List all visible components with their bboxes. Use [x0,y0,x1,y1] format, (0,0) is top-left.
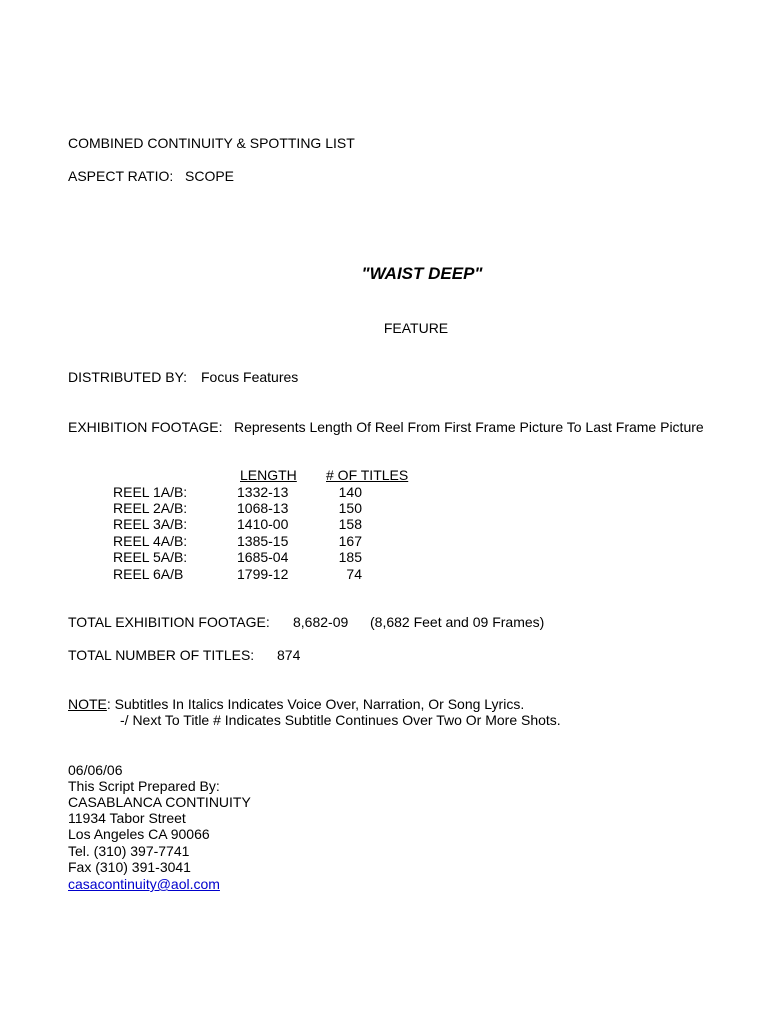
total-footage-value: 8,682-09 [293,614,349,630]
aspect-ratio-value: SCOPE [185,168,235,184]
city-address: Los Angeles CA 90066 [68,826,210,842]
reel-length: 1685-04 [237,549,289,565]
reel-title-count: 140 [338,484,362,500]
reel-length: 1385-15 [237,533,289,549]
note-line-1: : Subtitles In Italics Indicates Voice Over, Narration, Or Song Lyrics. [106,696,525,712]
table-row [0,484,768,500]
reel-name: REEL 1A/B: [113,484,188,500]
reel-title-count: 158 [338,516,362,532]
column-header-titles: # OF TITLES [326,467,409,483]
reel-name: REEL 3A/B: [113,516,188,532]
total-footage-detail: (8,682 Feet and 09 Frames) [370,614,545,630]
note-line-2: -/ Next To Title # Indicates Subtitle Continues Over Two Or More Shots. [120,712,561,728]
street-address: 11934 Tabor Street [68,810,186,826]
reel-title-count: 185 [338,549,362,565]
note-block [68,696,524,712]
column-header-length: LENGTH [240,467,297,483]
exhibition-footage-description: Represents Length Of Reel From First Frame Picture To Last Frame Picture [234,419,704,435]
fax: Fax (310) 391-3041 [68,859,191,875]
document-heading: COMBINED CONTINUITY & SPOTTING LIST [68,135,355,151]
reel-title-count: 167 [338,533,362,549]
distributed-by-label: DISTRIBUTED BY: [68,369,188,385]
film-title: "WAIST DEEP" [361,264,483,283]
reel-name: REEL 6A/B [113,566,184,582]
reel-length: 1332-13 [237,484,289,500]
telephone: Tel. (310) 397-7741 [68,843,190,859]
film-type: FEATURE [383,320,449,336]
reel-length: 1410-00 [237,516,289,532]
table-row [0,566,768,582]
reel-length: 1799-12 [237,566,289,582]
table-row [0,516,768,532]
total-footage-label: TOTAL EXHIBITION FOOTAGE: [68,614,270,630]
reel-name: REEL 4A/B: [113,533,188,549]
company-name: CASABLANCA CONTINUITY [68,794,251,810]
exhibition-footage-label: EXHIBITION FOOTAGE: [68,419,223,435]
reel-name: REEL 2A/B: [113,500,188,516]
table-row [0,549,768,565]
distributed-by-value: Focus Features [201,369,299,385]
email-link[interactable]: casacontinuity@aol.com [68,876,220,892]
prepared-by-label: This Script Prepared By: [68,778,220,794]
table-row [0,500,768,516]
note-label: NOTE [68,696,107,712]
reel-length: 1068-13 [237,500,289,516]
total-titles-value: 874 [277,647,301,663]
reel-name: REEL 5A/B: [113,549,188,565]
table-row [0,533,768,549]
aspect-ratio-label: ASPECT RATIO: [68,168,174,184]
reel-title-count: 74 [346,566,362,582]
reel-title-count: 150 [338,500,362,516]
total-titles-label: TOTAL NUMBER OF TITLES: [68,647,255,663]
prepared-date: 06/06/06 [68,762,123,778]
